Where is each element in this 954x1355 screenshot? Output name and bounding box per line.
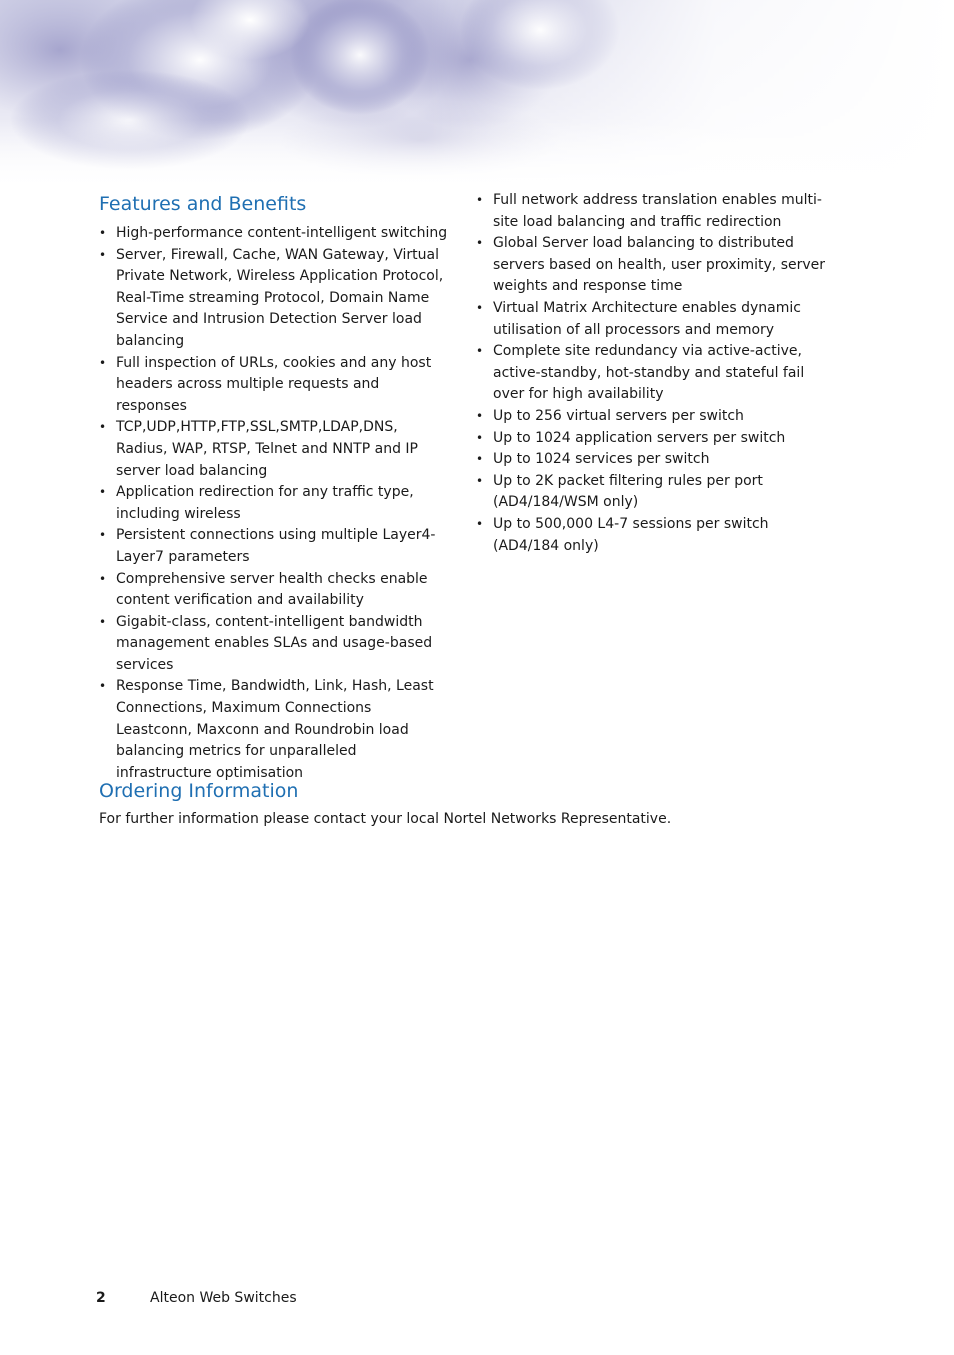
- list-item: [99, 676, 449, 784]
- page-number: 2: [96, 1290, 106, 1306]
- list-item-text: Up to 1024 application servers per switch: [493, 429, 786, 446]
- list-item-text: Gigabit-class, content-intelligent bandwidth management enables SLAs and usage-based services: [116, 613, 433, 673]
- list-item-text: Up to 500,000 L4-7 sessions per switch (AD4/184 only): [493, 515, 769, 554]
- list-item: [99, 525, 449, 568]
- list-item: [99, 223, 449, 245]
- bullet-icon: •: [476, 408, 484, 423]
- header-fade-bottom: [0, 120, 954, 190]
- list-item-text: High-performance content-intelligent switching: [116, 225, 448, 241]
- bullet-icon: •: [99, 528, 107, 543]
- list-item: [476, 428, 826, 450]
- list-item: [476, 298, 826, 341]
- bullet-icon: •: [476, 344, 484, 359]
- list-item-text: Up to 1024 services per switch: [493, 451, 710, 468]
- list-item: [99, 569, 449, 612]
- bullet-icon: •: [476, 430, 484, 445]
- ordering-text: For further information please contact your local Nortel Networks Representative.: [99, 811, 672, 827]
- list-item: [99, 245, 449, 353]
- list-item-text: Application redirection for any traffic type, including wireless: [116, 484, 414, 522]
- list-item: [476, 341, 826, 406]
- list-item-text: Server, Firewall, Cache, WAN Gateway, Virtual Private Network, Wireless Application Protocol, Real-Time streaming Protocol, Domain Name Service and Intrusion Detection Server load balancing: [116, 246, 444, 349]
- list-item-text: Virtual Matrix Architecture enables dynamic utilisation of all processors and memory: [493, 299, 801, 338]
- list-item: [476, 449, 826, 471]
- features-right-column: [476, 190, 826, 557]
- list-item: [476, 471, 826, 514]
- list-item: [476, 406, 826, 428]
- list-item-text: Persistent connections using multiple Layer4-Layer7 parameters: [116, 527, 436, 565]
- features-heading: Features and Benefits: [99, 193, 307, 215]
- bullet-icon: •: [99, 226, 107, 240]
- list-item-text: Response Time, Bandwidth, Link, Hash, Least Connections, Maximum Connections Leastconn, Maxconn and Roundrobin load balancing metrics for unparalleled infrastructure optimisation: [116, 678, 434, 781]
- bullet-icon: •: [476, 452, 484, 467]
- list-item: [476, 514, 826, 557]
- list-item-text: Up to 2K packet filtering rules per port (AD4/184/WSM only): [493, 472, 763, 511]
- list-item: [476, 233, 826, 298]
- features-left-column: [99, 192, 449, 784]
- list-item: [99, 417, 449, 482]
- list-item-text: Global Server load balancing to distributed servers based on health, user proximity, server weights and response time: [493, 235, 826, 295]
- list-item: [99, 353, 449, 418]
- list-item: [99, 612, 449, 677]
- list-item-text: Up to 256 virtual servers per switch: [493, 407, 744, 424]
- list-item-text: Full inspection of URLs, cookies and any host headers across multiple requests and responses: [116, 354, 432, 414]
- list-item-text: Complete site redundancy via active-active, active-standby, hot-standby and stateful fail over for high availability: [493, 343, 805, 403]
- bullet-icon: •: [99, 679, 107, 694]
- bullet-icon: •: [99, 485, 107, 500]
- features-list-left: [99, 223, 449, 784]
- bullet-icon: •: [99, 571, 107, 586]
- bullet-icon: •: [476, 300, 484, 315]
- bullet-icon: •: [99, 355, 107, 370]
- list-item-text: Full network address translation enables multi-site load balancing and traffic redirection: [493, 192, 822, 230]
- header-image: [0, 0, 954, 190]
- bullet-icon: •: [476, 516, 484, 531]
- bullet-icon: •: [476, 473, 484, 488]
- features-list-right: [476, 190, 826, 557]
- list-item-text: TCP,UDP,HTTP,FTP,SSL,SMTP,LDAP,DNS, Radius, WAP, RTSP, Telnet and NNTP and IP server load balancing: [116, 419, 418, 479]
- bullet-icon: •: [99, 614, 107, 629]
- bullet-icon: •: [476, 236, 484, 251]
- bullet-icon: •: [99, 247, 107, 262]
- footer-title: Alteon Web Switches: [150, 1290, 297, 1306]
- ordering-heading: Ordering Information: [99, 780, 299, 802]
- bullet-icon: •: [99, 420, 107, 435]
- list-item-text: Comprehensive server health checks enable content verification and availability: [116, 570, 428, 609]
- ordering-section: [99, 779, 859, 830]
- bullet-icon: •: [476, 193, 484, 207]
- list-item: [476, 190, 826, 233]
- list-item: [99, 482, 449, 525]
